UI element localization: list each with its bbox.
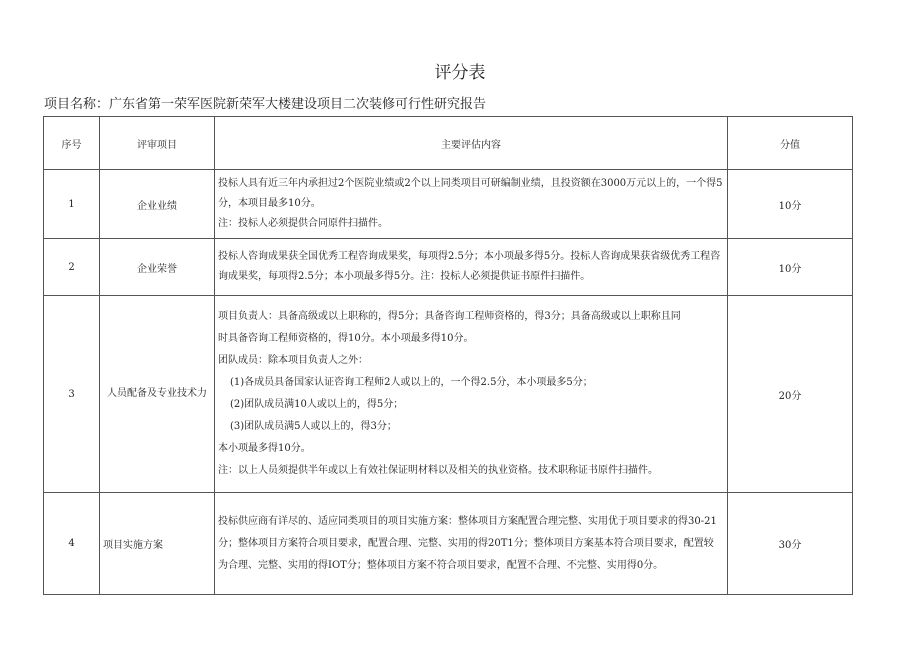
content-line: (2)团队成员满10人或以上的，得5分； bbox=[230, 399, 404, 410]
header-score: 分值 bbox=[728, 117, 853, 170]
row-item: 企业业绩 bbox=[100, 170, 215, 239]
header-content: 主要评估内容 bbox=[215, 117, 728, 170]
row-content bbox=[215, 296, 728, 493]
page-title: 评分表 bbox=[434, 63, 486, 83]
table-row bbox=[44, 296, 853, 493]
content-line: 投标供应商有详尽的、适应同类项目的项目实施方案：整体项目方案配置合理完整、实用优于项目要求的得30-21分；整体项目方案符合项目要求，配置合理、完整、实用的得20T1分；整体项目方案基本符合项目要求，配置较为合理、完整、实用的得IOT分；整体项目方案不符合项目要求，配置不合理、不完整、实用得0分。 bbox=[218, 515, 717, 571]
row-item: 企业荣誉 bbox=[100, 239, 215, 296]
row-no: 1 bbox=[44, 170, 100, 239]
table-row bbox=[44, 493, 853, 595]
row-no: 4 bbox=[44, 493, 100, 595]
row-item: 项目实施方案 bbox=[100, 493, 215, 595]
row-score: 10分 bbox=[728, 239, 853, 296]
content-line: 本小项最多得10分。 bbox=[218, 443, 311, 454]
content-line: 时具备咨询工程师资格的，得10分。本小项最多得10分。 bbox=[218, 333, 474, 344]
content-line: 项目负责人：具备高级或以上职称的，得5分；具备咨询工程师资格的，得3分；具备高级或以上职称且同 bbox=[218, 311, 681, 322]
table-header-row bbox=[44, 117, 853, 170]
header-item: 评审项目 bbox=[100, 117, 215, 170]
row-no: 3 bbox=[44, 296, 100, 493]
content-line: (3)团队成员满5人或以上的，得3分； bbox=[230, 421, 397, 432]
content-line: 投标人咨询成果获全国优秀工程咨询成果奖，每项得2.5分；本小项最多得5分。投标人咨询成果获省级优秀工程咨询成果奖，每项得2.5分；本小项最多得5分。注：投标人必须提供证书原件扫描件。 bbox=[218, 251, 721, 282]
content-line: 注：投标人必须提供合同原件扫描件。 bbox=[218, 218, 388, 229]
row-item: 人员配备及专业技术力 bbox=[100, 296, 215, 493]
content-line: 投标人具有近三年内承担过2个医院业绩或2个以上同类项目可研编制业绩，且投资额在3000万元以上的，一个得5分，本项目最多10分。 bbox=[218, 178, 723, 209]
row-content bbox=[215, 239, 728, 296]
table-row bbox=[44, 239, 853, 296]
row-score: 10分 bbox=[728, 170, 853, 239]
project-name: 项目名称：广东省第一荣军医院新荣军大楼建设项目二次装修可行性研究报告 bbox=[44, 97, 487, 112]
header-no: 序号 bbox=[44, 117, 100, 170]
content-line: 注：以上人员须提供半年或以上有效社保证明材料以及相关的执业资格。技术职称证书原件扫描件。 bbox=[218, 465, 658, 476]
row-content bbox=[215, 493, 728, 595]
row-score: 30分 bbox=[728, 493, 853, 595]
row-no: 2 bbox=[44, 239, 100, 296]
content-line: 团队成员：除本项目负责人之外： bbox=[218, 355, 368, 366]
row-score: 20分 bbox=[728, 296, 853, 493]
content-line: (1)各成员具备国家认证咨询工程师2人或以上的，一个得2.5分，本小项最多5分； bbox=[230, 377, 593, 388]
row-content bbox=[215, 170, 728, 239]
scoring-table bbox=[43, 116, 853, 595]
table-row bbox=[44, 170, 853, 239]
